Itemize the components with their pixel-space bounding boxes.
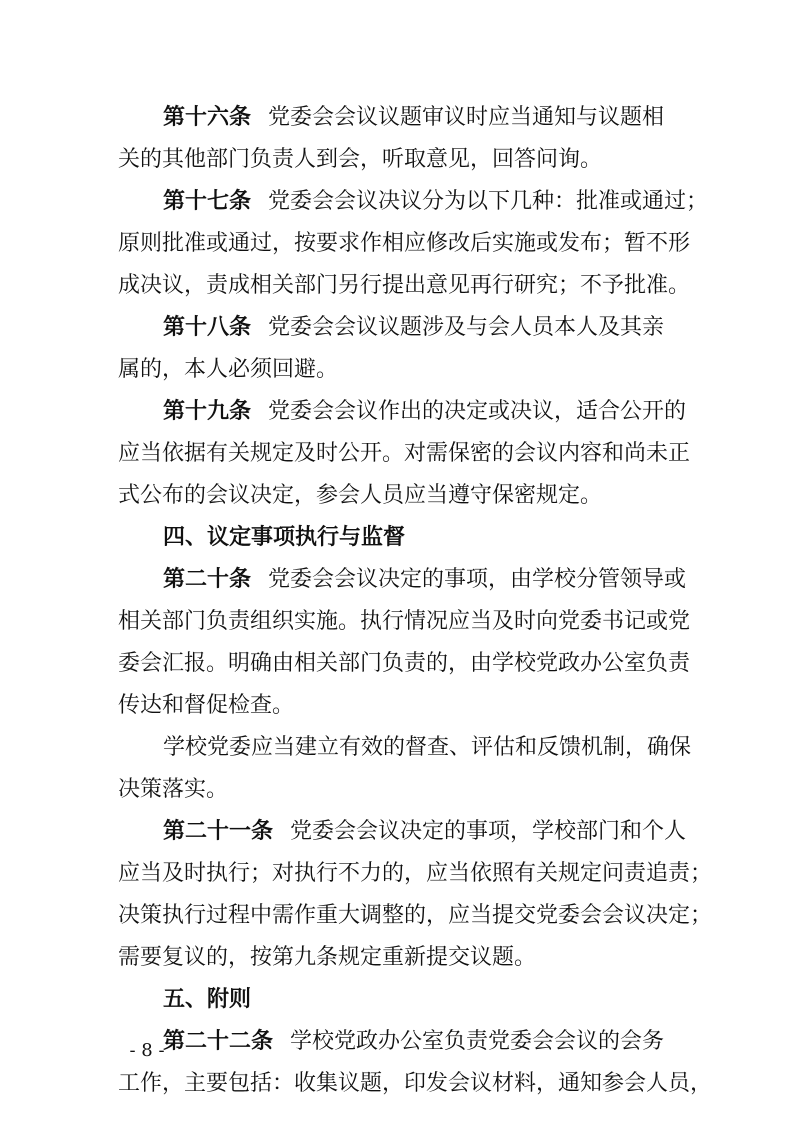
article-18-line-2 [0, 350, 793, 390]
article-20-text-line-3: 委会汇报。明确由相关部门负责的，由学校党政办公室负责 [118, 651, 691, 676]
article-20-line-4 [0, 686, 793, 726]
article-16-text-line-2: 关的其他部门负责人到会，听取意见，回答问询。 [118, 147, 603, 172]
article-17-line-1 [0, 182, 793, 222]
oversight-paragraph-text-line-1: 学校党委应当建立有效的督查、评估和反馈机制，确保 [163, 735, 692, 760]
article-19-text-line-2: 应当依据有关规定及时公开。对需保密的会议内容和尚未正 [118, 441, 691, 466]
article-21-line-2 [0, 854, 793, 894]
article-22-text-line-2: 工作，主要包括：收集议题，印发会议材料，通知参会人员， [118, 1071, 713, 1096]
article-21-line-3 [0, 896, 793, 936]
oversight-paragraph-line-2 [0, 770, 793, 810]
article-17-text-line-1: 党委会会议决议分为以下几种：批准或通过； [268, 189, 709, 214]
article-16-text-line-1: 党委会会议议题审议时应当通知与议题相 [268, 105, 665, 130]
article-20-line-2 [0, 602, 793, 642]
article-19-line-2 [0, 434, 793, 474]
article-18-line-1 [0, 308, 793, 348]
article-21-text-line-2: 应当及时执行；对执行不力的，应当依照有关规定问责追责； [118, 861, 713, 886]
section-4-heading-line [0, 518, 793, 558]
article-18-text-line-1: 党委会会议议题涉及与会人员本人及其亲 [268, 315, 665, 340]
article-21-text-line-4: 需要复议的，按第九条规定重新提交议题。 [118, 945, 537, 970]
article-21-text-line-1: 党委会会议决定的事项，学校部门和个人 [290, 819, 687, 844]
page-number [0, 1036, 300, 1066]
article-21-text-line-3: 决策执行过程中需作重大调整的，应当提交党委会会议决定； [118, 903, 713, 928]
article-18-text-line-2: 属的，本人必须回避。 [118, 357, 339, 382]
article-22-line-2 [0, 1064, 793, 1104]
article-18-label: 第十八条 [163, 315, 252, 340]
article-17-line-2 [0, 224, 793, 264]
oversight-paragraph-text-line-2: 决策落实。 [118, 777, 229, 802]
article-20-label: 第二十条 [163, 567, 252, 592]
article-20-text-line-2: 相关部门负责组织实施。执行情况应当及时向党委书记或党 [118, 609, 691, 634]
article-21-line-4 [0, 938, 793, 978]
oversight-paragraph-line-1 [0, 728, 793, 768]
article-16-line-1 [0, 98, 793, 138]
section-5-heading-line [0, 980, 793, 1020]
section-5-heading: 五、附则 [163, 987, 252, 1012]
article-19-text-line-1: 党委会会议作出的决定或决议，适合公开的 [268, 399, 687, 424]
article-20-line-1 [0, 560, 793, 600]
article-17-line-3 [0, 266, 793, 306]
article-16-label: 第十六条 [163, 105, 252, 130]
section-4-heading: 四、议定事项执行与监督 [163, 525, 406, 550]
article-19-label: 第十九条 [163, 399, 252, 424]
article-16-line-2 [0, 140, 793, 180]
article-17-text-line-3: 成决议，责成相关部门另行提出意见再行研究；不予批准。 [118, 273, 691, 298]
article-20-text-line-4: 传达和督促检查。 [118, 693, 295, 718]
article-20-line-3 [0, 644, 793, 684]
article-21-label: 第二十一条 [163, 819, 274, 844]
article-19-text-line-3: 式公布的会议决定，参会人员应当遵守保密规定。 [118, 483, 603, 508]
article-22-label: 第二十二条 [163, 1029, 274, 1054]
article-20-text-line-1: 党委会会议决定的事项，由学校分管领导或 [268, 567, 687, 592]
article-19-line-3 [0, 476, 793, 516]
article-19-line-1 [0, 392, 793, 432]
article-17-label: 第十七条 [163, 189, 252, 214]
article-22-text-line-1: 学校党政办公室负责党委会会议的会务 [290, 1029, 665, 1054]
page-number-text: - 8 - [129, 1040, 165, 1061]
article-21-line-1 [0, 812, 793, 852]
article-17-text-line-2: 原则批准或通过，按要求作相应修改后实施或发布；暂不形 [118, 231, 691, 256]
